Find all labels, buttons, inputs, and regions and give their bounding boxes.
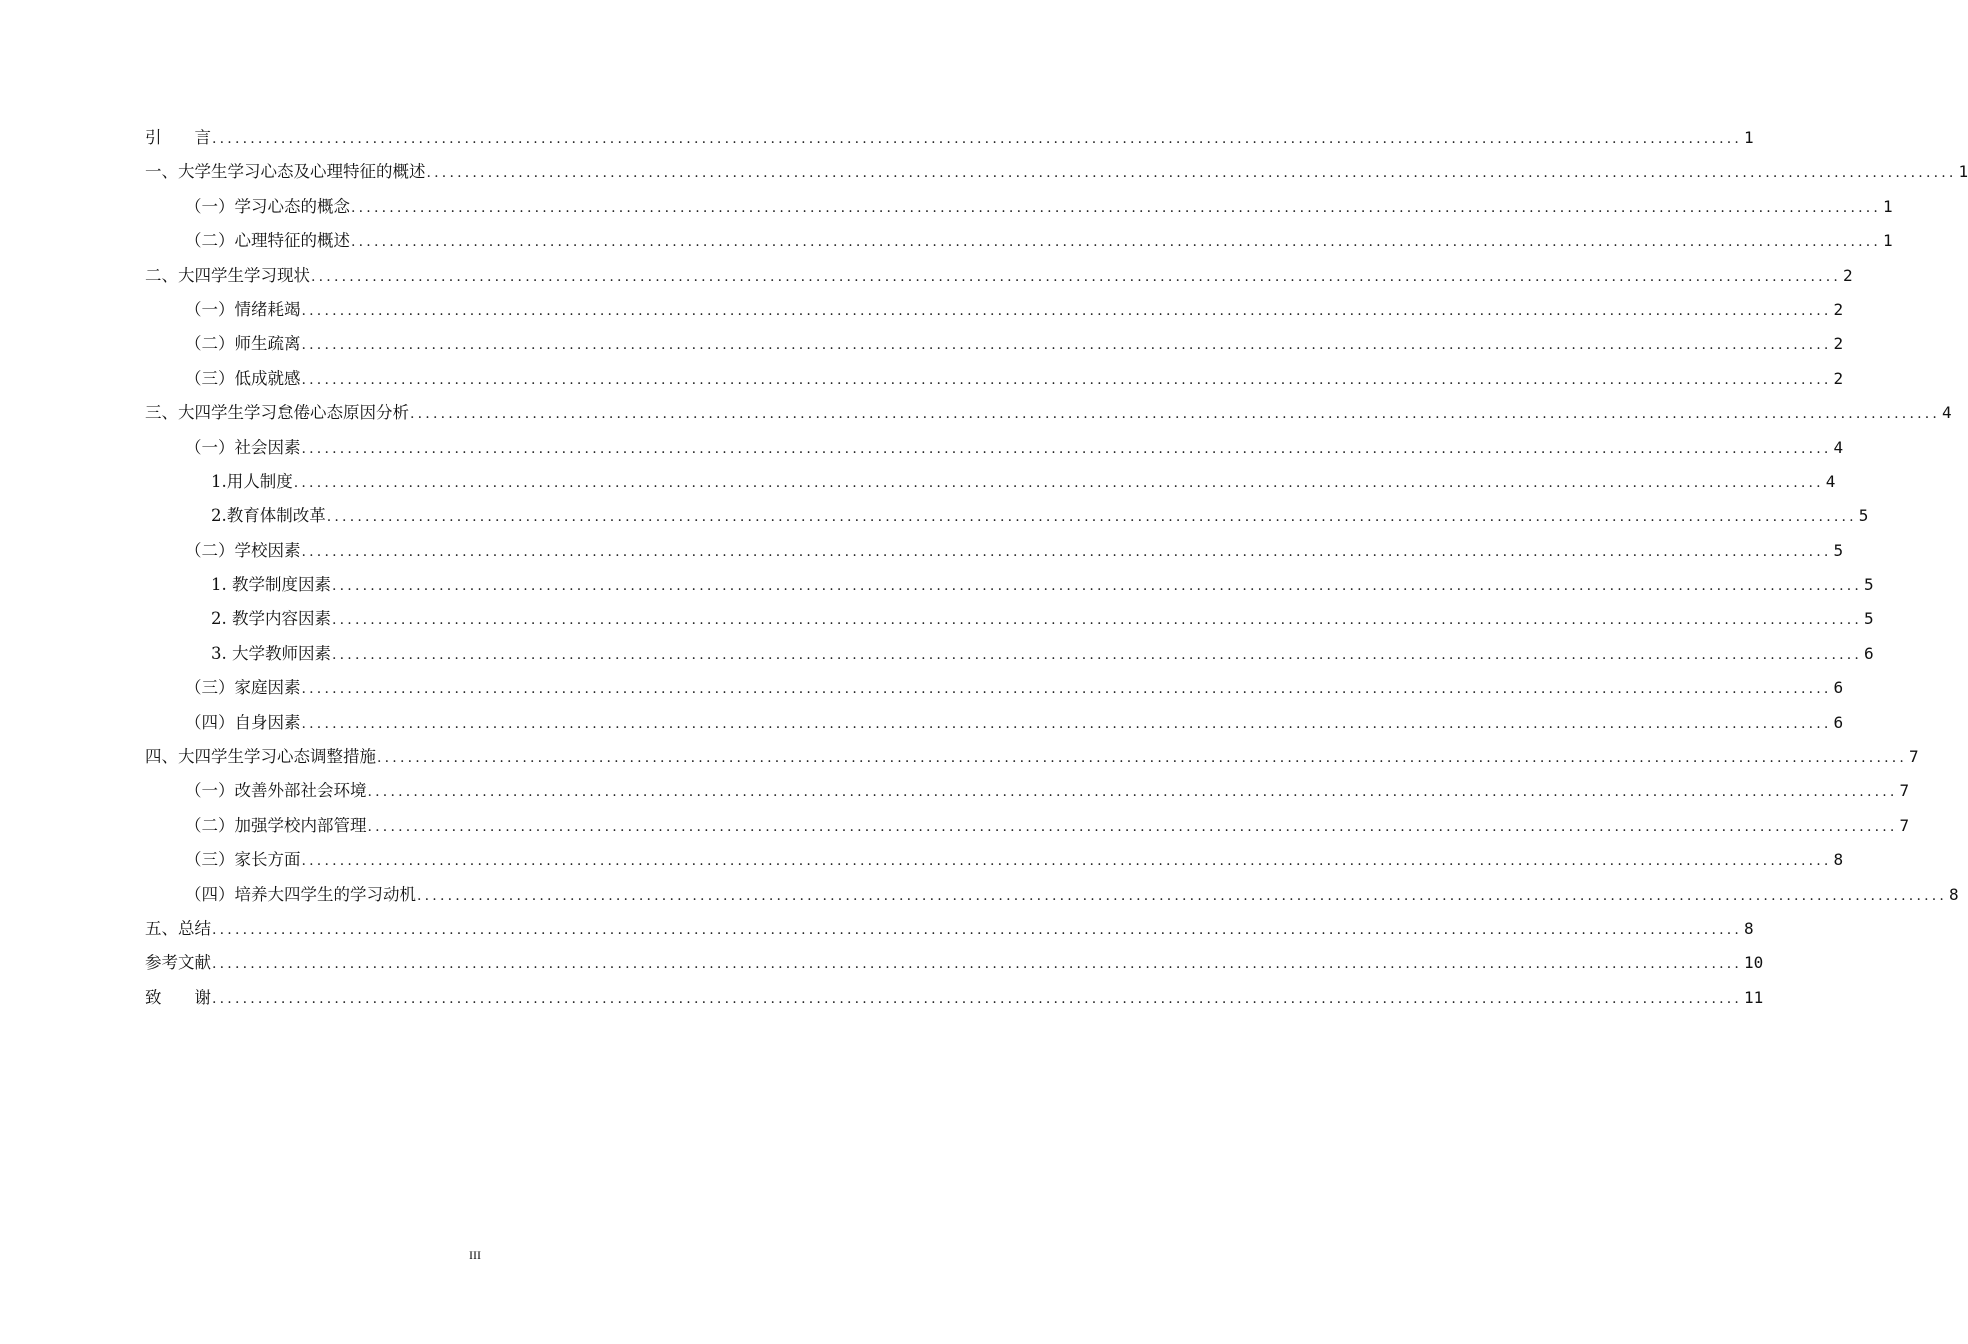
toc-entry-title: 2.教育体制改革 [211, 506, 326, 526]
toc-entry-title: （二）加强学校内部管理 [185, 815, 367, 835]
toc-entry-title: （三）家庭因素 [185, 678, 301, 698]
toc-dot-leader: ........................................................................................................................................................................................................ [332, 612, 1863, 629]
toc-entry-title: 参考文献 [145, 953, 211, 973]
toc-dot-leader: ........................................................................................................................................................................................................ [293, 474, 1824, 491]
toc-entry-page-number: 7 [1899, 815, 1910, 835]
toc-entry[interactable] [145, 327, 1844, 361]
toc-entry-page-number: 5 [1864, 575, 1874, 595]
toc-entry-title: 致 谢 [145, 987, 211, 1007]
toc-dot-leader: ........................................................................................................................................................................................................ [301, 337, 1832, 354]
toc-entry-title: （一）改善外部社会环境 [185, 781, 367, 801]
toc-dot-leader: ........................................................................................................................................................................................................ [417, 887, 1948, 904]
toc-entry-page-number: 4 [1942, 403, 1952, 423]
toc-entry[interactable] [145, 740, 1919, 774]
toc-entry-page-number: 2 [1833, 299, 1844, 319]
toc-entry-page-number: 1 [1883, 196, 1893, 216]
toc-entry[interactable] [145, 568, 1874, 602]
toc-entry-title: 引 言 [145, 128, 211, 147]
toc-entry-title: 1.用人制度 [211, 471, 293, 491]
toc-entry[interactable] [145, 396, 1952, 430]
table-of-contents [145, 121, 1968, 1015]
toc-entry[interactable] [145, 155, 1968, 189]
toc-dot-leader: ........................................................................................................................................................................................................ [301, 302, 1832, 319]
toc-entry-page-number: 6 [1833, 712, 1844, 732]
toc-entry[interactable] [145, 293, 1844, 327]
toc-entry-page-number: 4 [1825, 471, 1836, 491]
toc-entry[interactable] [145, 671, 1844, 705]
toc-dot-leader: ........................................................................................................................................................................................................ [301, 715, 1832, 732]
toc-entry[interactable] [145, 190, 1893, 224]
toc-entry[interactable] [145, 224, 1893, 258]
toc-entry-page-number: 1 [1744, 128, 1754, 147]
toc-entry[interactable] [145, 259, 1853, 293]
toc-entry-page-number: 6 [1833, 678, 1844, 698]
toc-dot-leader: ........................................................................................................................................................................................................ [301, 543, 1832, 560]
toc-entry-page-number: 11 [1744, 987, 1764, 1007]
toc-entry-page-number: 1 [1883, 231, 1893, 251]
toc-dot-leader: ........................................................................................................................................................................................................ [332, 646, 1863, 663]
toc-entry[interactable] [145, 637, 1874, 671]
toc-dot-leader: ........................................................................................................................................................................................................ [326, 509, 1857, 526]
toc-entry-page-number: 5 [1833, 540, 1844, 560]
toc-dot-leader: ........................................................................................................................................................................................................ [212, 921, 1743, 938]
toc-entry[interactable] [145, 981, 1764, 1015]
toc-dot-leader: ........................................................................................................................................................................................................ [351, 199, 1882, 216]
toc-entry[interactable] [145, 946, 1764, 980]
toc-entry-page-number: 1 [1958, 162, 1968, 182]
toc-entry-page-number: 2 [1833, 368, 1844, 388]
toc-entry-title: 五、总结 [145, 918, 211, 938]
toc-entry[interactable] [145, 121, 1754, 155]
toc-entry-title: （四）培养大四学生的学习动机 [185, 884, 416, 904]
toc-entry[interactable] [145, 602, 1874, 636]
toc-dot-leader: ........................................................................................................................................................................................................ [212, 990, 1743, 1007]
toc-entry-page-number: 4 [1833, 437, 1844, 457]
toc-entry-title: 1. 教学制度因素 [211, 575, 331, 595]
toc-entry[interactable] [145, 774, 1910, 808]
toc-entry-page-number: 7 [1909, 747, 1919, 767]
toc-entry[interactable] [145, 809, 1910, 843]
toc-dot-leader: ........................................................................................................................................................................................................ [426, 165, 1957, 182]
toc-entry-title: （一）情绪耗竭 [185, 299, 301, 319]
toc-entry-page-number: 5 [1864, 609, 1874, 629]
toc-entry-title: 三、大四学生学习怠倦心态原因分析 [145, 403, 409, 423]
toc-entry[interactable] [145, 499, 1869, 533]
toc-entry-title: 2. 教学内容因素 [211, 609, 331, 629]
toc-dot-leader: ........................................................................................................................................................................................................ [311, 268, 1842, 285]
toc-entry-title: （一）学习心态的概念 [185, 196, 350, 216]
toc-entry-title: （三）家长方面 [185, 850, 301, 870]
toc-entry-title: 四、大四学生学习心态调整措施 [145, 747, 376, 767]
toc-entry-title: 3. 大学教师因素 [211, 643, 331, 663]
toc-entry-page-number: 8 [1833, 850, 1844, 870]
toc-dot-leader: ........................................................................................................................................................................................................ [377, 750, 1908, 767]
toc-dot-leader: ........................................................................................................................................................................................................ [351, 234, 1882, 251]
toc-dot-leader: ........................................................................................................................................................................................................ [367, 784, 1898, 801]
page-number-footer: III [469, 1248, 481, 1262]
toc-entry-page-number: 6 [1864, 643, 1874, 663]
toc-entry-page-number: 8 [1949, 884, 1959, 904]
toc-entry-title: 二、大四学生学习现状 [145, 265, 310, 285]
toc-dot-leader: ........................................................................................................................................................................................................ [410, 406, 1941, 423]
toc-entry-title: （二）师生疏离 [185, 334, 301, 354]
toc-entry-title: （二）学校因素 [185, 540, 301, 560]
toc-entry[interactable] [145, 912, 1754, 946]
toc-dot-leader: ........................................................................................................................................................................................................ [367, 818, 1898, 835]
toc-entry[interactable] [145, 534, 1844, 568]
toc-dot-leader: ........................................................................................................................................................................................................ [301, 371, 1832, 388]
toc-dot-leader: ........................................................................................................................................................................................................ [212, 956, 1743, 973]
toc-entry-page-number: 2 [1833, 334, 1844, 354]
toc-entry-title: （一）社会因素 [185, 437, 301, 457]
toc-entry-page-number: 7 [1899, 781, 1910, 801]
toc-entry[interactable] [145, 362, 1844, 396]
toc-entry-page-number: 8 [1744, 918, 1754, 938]
toc-dot-leader: ........................................................................................................................................................................................................ [212, 131, 1743, 147]
toc-entry-page-number: 2 [1843, 265, 1853, 285]
toc-entry-page-number: 5 [1858, 506, 1869, 526]
toc-entry[interactable] [145, 706, 1844, 740]
toc-dot-leader: ........................................................................................................................................................................................................ [332, 578, 1863, 595]
toc-entry[interactable] [145, 878, 1959, 912]
toc-entry-title: 一、大学生学习心态及心理特征的概述 [145, 162, 426, 182]
toc-entry[interactable] [145, 843, 1844, 877]
toc-entry[interactable] [145, 431, 1844, 465]
toc-entry-title: （四）自身因素 [185, 712, 301, 732]
toc-entry-page-number: 10 [1744, 953, 1764, 973]
toc-dot-leader: ........................................................................................................................................................................................................ [301, 853, 1832, 870]
toc-entry-title: （三）低成就感 [185, 368, 301, 388]
toc-entry[interactable] [145, 465, 1836, 499]
toc-entry-title: （二）心理特征的概述 [185, 231, 350, 251]
toc-dot-leader: ........................................................................................................................................................................................................ [301, 440, 1832, 457]
toc-dot-leader: ........................................................................................................................................................................................................ [301, 681, 1832, 698]
